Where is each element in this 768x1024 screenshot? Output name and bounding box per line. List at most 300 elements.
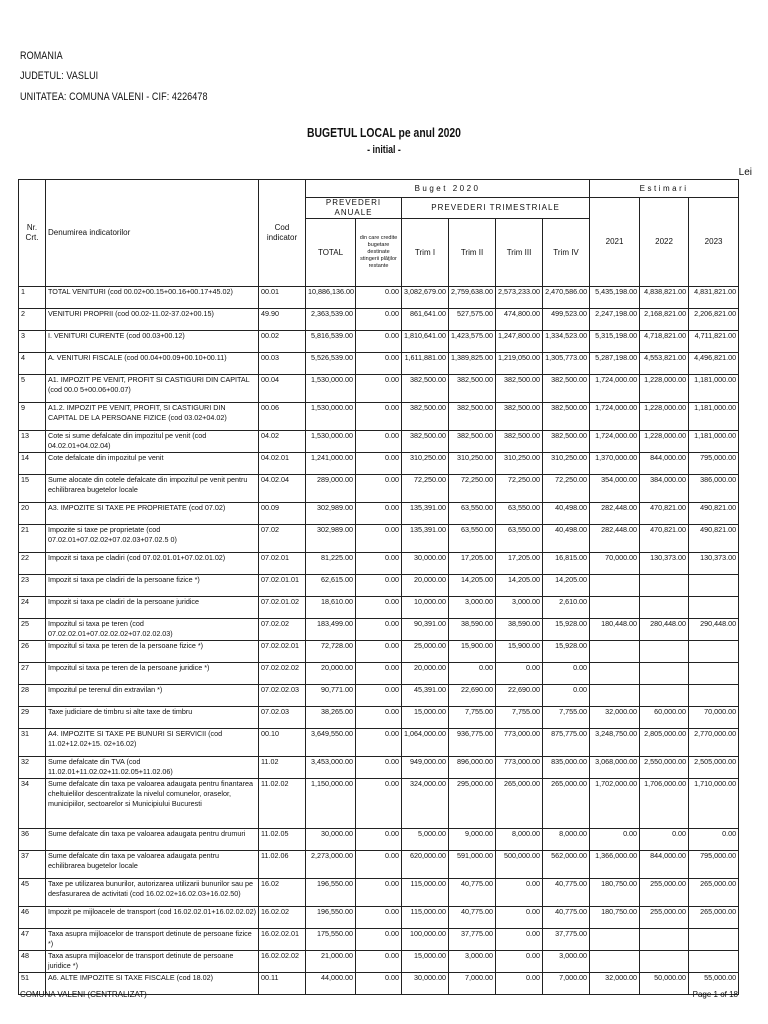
cell-trim2: 40,775.00	[449, 907, 496, 929]
cell-denumire: A1. IMPOZIT PE VENIT, PROFIT SI CASTIGURI DIN CAPITAL (cod 00.0 5+00.06+00.07)	[46, 375, 259, 403]
cell-trim3: 0.00	[496, 929, 543, 951]
cell-credite: 0.00	[356, 879, 402, 907]
header-trim1: Trim I	[402, 219, 449, 287]
cell-nr: 21	[19, 525, 46, 553]
table-row	[19, 475, 739, 503]
cell-est2021: 282,448.00	[590, 503, 640, 525]
cell-est2022: 4,838,821.00	[640, 287, 689, 309]
cell-trim4: 2,610.00	[543, 597, 590, 619]
cell-denumire: Impozitul si taxa pe teren de la persoane juridice *)	[46, 663, 259, 685]
table-row	[19, 597, 739, 619]
cell-trim4: 15,928.00	[543, 619, 590, 641]
cell-total: 30,000.00	[306, 829, 356, 851]
cell-trim3: 500,000.00	[496, 851, 543, 879]
table-row	[19, 553, 739, 575]
cell-total: 38,265.00	[306, 707, 356, 729]
cell-est2023: 1,181,000.00	[689, 375, 739, 403]
table-row	[19, 879, 739, 907]
cell-denumire: TOTAL VENITURI (cod 00.02+00.15+00.16+00.17+45.02)	[46, 287, 259, 309]
header-total: TOTAL	[306, 219, 356, 287]
cell-cod: 00.03	[259, 353, 306, 375]
cell-est2021: 1,724,000.00	[590, 431, 640, 453]
cell-trim1: 15,000.00	[402, 951, 449, 973]
unit-label: UNITATEA: COMUNA VALENI - CIF: 4226478	[20, 91, 208, 103]
cell-est2023: 4,496,821.00	[689, 353, 739, 375]
cell-trim3: 2,573,233.00	[496, 287, 543, 309]
cell-est2021	[590, 597, 640, 619]
cell-trim1: 15,000.00	[402, 707, 449, 729]
cell-trim1: 100,000.00	[402, 929, 449, 951]
cell-cod: 49.90	[259, 309, 306, 331]
cell-cod: 11.02.02	[259, 779, 306, 829]
cell-trim3: 265,000.00	[496, 779, 543, 829]
cell-trim2: 63,550.00	[449, 525, 496, 553]
cell-trim2: 382,500.00	[449, 431, 496, 453]
cell-total: 1,530,000.00	[306, 431, 356, 453]
table-row	[19, 641, 739, 663]
cell-est2022: 844,000.00	[640, 453, 689, 475]
cell-total: 289,000.00	[306, 475, 356, 503]
table-row	[19, 309, 739, 331]
cell-trim3: 0.00	[496, 663, 543, 685]
cell-total: 21,000.00	[306, 951, 356, 973]
cell-trim4: 835,000.00	[543, 757, 590, 779]
table-row	[19, 729, 739, 757]
cell-est2023: 4,831,821.00	[689, 287, 739, 309]
cell-est2022	[640, 663, 689, 685]
cell-trim2: 295,000.00	[449, 779, 496, 829]
cell-nr: 23	[19, 575, 46, 597]
cell-trim3: 17,205.00	[496, 553, 543, 575]
cell-trim4: 1,334,523.00	[543, 331, 590, 353]
cell-est2021: 5,315,198.00	[590, 331, 640, 353]
cell-cod: 16.02	[259, 879, 306, 907]
cell-est2021	[590, 929, 640, 951]
cell-denumire: Taxe pe utilizarea bunurilor, autorizarea utilizarii bunurilor sau pe desfasurarea de activitati (cod 16.02.02+16.02.03+16.02.50)	[46, 879, 259, 907]
cell-credite: 0.00	[356, 553, 402, 575]
cell-nr: 25	[19, 619, 46, 641]
cell-cod: 00.01	[259, 287, 306, 309]
cell-trim2: 63,550.00	[449, 503, 496, 525]
cell-credite: 0.00	[356, 453, 402, 475]
cell-trim2: 37,775.00	[449, 929, 496, 951]
footer-page-number: Page 1 of 18	[692, 990, 738, 999]
cell-est2023: 55,000.00	[689, 973, 739, 995]
header-estimari: Estimari	[590, 180, 739, 198]
cell-trim4: 40,498.00	[543, 503, 590, 525]
cell-total: 1,530,000.00	[306, 403, 356, 431]
cell-credite: 0.00	[356, 929, 402, 951]
cell-est2022: 844,000.00	[640, 851, 689, 879]
cell-credite: 0.00	[356, 403, 402, 431]
cell-nr: 2	[19, 309, 46, 331]
cell-denumire: Impozitul si taxa pe teren (cod 07.02.02.01+07.02.02.02+07.02.02.03)	[46, 619, 259, 641]
cell-trim3: 0.00	[496, 951, 543, 973]
cell-nr: 46	[19, 907, 46, 929]
cell-est2021: 32,000.00	[590, 973, 640, 995]
cell-trim1: 115,000.00	[402, 907, 449, 929]
cell-cod: 07.02.02.02	[259, 663, 306, 685]
cell-trim1: 5,000.00	[402, 829, 449, 851]
cell-trim2: 22,690.00	[449, 685, 496, 707]
header-prevederi-anuale: PREVEDERI ANUALE	[306, 198, 402, 219]
cell-est2022: 470,821.00	[640, 503, 689, 525]
cell-est2023: 386,000.00	[689, 475, 739, 503]
cell-trim1: 382,500.00	[402, 431, 449, 453]
cell-est2021: 180,448.00	[590, 619, 640, 641]
cell-trim2: 17,205.00	[449, 553, 496, 575]
cell-nr: 13	[19, 431, 46, 453]
cell-est2021	[590, 685, 640, 707]
cell-denumire: A4. IMPOZITE SI TAXE PE BUNURI SI SERVICII (cod 11.02+12.02+15. 02+16.02)	[46, 729, 259, 757]
cell-trim4: 875,775.00	[543, 729, 590, 757]
header-cod: Cod indicator	[259, 180, 306, 287]
cell-est2022: 255,000.00	[640, 907, 689, 929]
cell-nr: 51	[19, 973, 46, 995]
header-trim3: Trim III	[496, 219, 543, 287]
cell-est2022: 50,000.00	[640, 973, 689, 995]
cell-est2021: 5,287,198.00	[590, 353, 640, 375]
cell-trim3: 15,900.00	[496, 641, 543, 663]
cell-est2021: 180,750.00	[590, 879, 640, 907]
cell-denumire: Sume defalcate din taxa pe valoarea adaugata pentru finantarea cheltuielilor descentralizate la nivelul comunelor, oraselor, municipiilor, sectoarelor si Municipiului Bucuresti	[46, 779, 259, 829]
table-row	[19, 619, 739, 641]
cell-cod: 07.02.02.03	[259, 685, 306, 707]
table-row	[19, 707, 739, 729]
cell-trim4: 3,000.00	[543, 951, 590, 973]
cell-est2023: 2,206,821.00	[689, 309, 739, 331]
cell-nr: 3	[19, 331, 46, 353]
cell-est2023	[689, 641, 739, 663]
cell-cod: 07.02.03	[259, 707, 306, 729]
table-row	[19, 757, 739, 779]
cell-trim4: 1,305,773.00	[543, 353, 590, 375]
cell-nr: 27	[19, 663, 46, 685]
table-row	[19, 851, 739, 879]
cell-denumire: Cote si sume defalcate din impozitul pe venit (cod 04.02.01+04.02.04)	[46, 431, 259, 453]
cell-est2023	[689, 663, 739, 685]
cell-cod: 04.02.01	[259, 453, 306, 475]
cell-denumire: A3. IMPOZITE SI TAXE PE PROPRIETATE (cod 07.02)	[46, 503, 259, 525]
cell-credite: 0.00	[356, 597, 402, 619]
cell-credite: 0.00	[356, 685, 402, 707]
cell-cod: 04.02	[259, 431, 306, 453]
cell-est2023: 1,181,000.00	[689, 431, 739, 453]
cell-est2022	[640, 685, 689, 707]
cell-trim2: 2,759,638.00	[449, 287, 496, 309]
cell-nr: 4	[19, 353, 46, 375]
cell-est2022: 4,553,821.00	[640, 353, 689, 375]
table-row	[19, 375, 739, 403]
cell-total: 183,499.00	[306, 619, 356, 641]
cell-trim4: 40,775.00	[543, 879, 590, 907]
cell-trim2: 1,423,575.00	[449, 331, 496, 353]
cell-est2021	[590, 663, 640, 685]
cell-trim2: 896,000.00	[449, 757, 496, 779]
cell-trim3: 382,500.00	[496, 403, 543, 431]
cell-cod: 07.02.01.01	[259, 575, 306, 597]
document-subtitle: - initial -	[367, 144, 401, 156]
budget-table	[18, 179, 739, 995]
cell-est2023: 70,000.00	[689, 707, 739, 729]
cell-denumire: Taxa asupra mijloacelor de transport detinute de persoane juridice *)	[46, 951, 259, 973]
cell-est2022: 0.00	[640, 829, 689, 851]
cell-est2023: 795,000.00	[689, 453, 739, 475]
cell-trim3: 773,000.00	[496, 757, 543, 779]
cell-trim4: 0.00	[543, 663, 590, 685]
header-credite-restante: din care credite bugetare destinate stingerii plăţilor restante	[356, 219, 402, 287]
cell-total: 20,000.00	[306, 663, 356, 685]
cell-trim1: 90,391.00	[402, 619, 449, 641]
cell-trim2: 382,500.00	[449, 375, 496, 403]
header-2022: 2022	[640, 198, 689, 287]
cell-nr: 26	[19, 641, 46, 663]
cell-est2023: 490,821.00	[689, 503, 739, 525]
cell-est2023: 1,710,000.00	[689, 779, 739, 829]
cell-est2022: 280,448.00	[640, 619, 689, 641]
cell-trim3: 0.00	[496, 879, 543, 907]
cell-trim1: 382,500.00	[402, 403, 449, 431]
cell-est2022	[640, 575, 689, 597]
cell-denumire: Taxe judiciare de timbru si alte taxe de timbru	[46, 707, 259, 729]
cell-est2022	[640, 929, 689, 951]
footer-entity: COMUNA VALENI (CENTRALIZAT)	[20, 990, 147, 999]
cell-trim2: 3,000.00	[449, 951, 496, 973]
cell-credite: 0.00	[356, 851, 402, 879]
table-row	[19, 929, 739, 951]
cell-trim3: 7,755.00	[496, 707, 543, 729]
cell-trim3: 1,219,050.00	[496, 353, 543, 375]
cell-trim4: 499,523.00	[543, 309, 590, 331]
cell-credite: 0.00	[356, 757, 402, 779]
cell-credite: 0.00	[356, 331, 402, 353]
cell-est2022	[640, 641, 689, 663]
cell-est2022	[640, 597, 689, 619]
cell-cod: 07.02.02.01	[259, 641, 306, 663]
cell-nr: 28	[19, 685, 46, 707]
header-denumire: Denumirea indicatorilor	[46, 180, 259, 287]
cell-trim4: 382,500.00	[543, 431, 590, 453]
cell-total: 196,550.00	[306, 907, 356, 929]
cell-cod: 00.10	[259, 729, 306, 757]
cell-trim2: 1,389,825.00	[449, 353, 496, 375]
cell-total: 175,550.00	[306, 929, 356, 951]
cell-trim1: 1,810,641.00	[402, 331, 449, 353]
cell-est2021: 180,750.00	[590, 907, 640, 929]
cell-nr: 15	[19, 475, 46, 503]
cell-total: 1,530,000.00	[306, 375, 356, 403]
cell-trim4: 310,250.00	[543, 453, 590, 475]
cell-trim1: 115,000.00	[402, 879, 449, 907]
cell-est2022: 4,718,821.00	[640, 331, 689, 353]
cell-total: 10,886,136.00	[306, 287, 356, 309]
cell-trim1: 135,391.00	[402, 503, 449, 525]
cell-denumire: Sume defalcate din taxa pe valoarea adaugata pentru drumuri	[46, 829, 259, 851]
cell-est2021: 2,247,198.00	[590, 309, 640, 331]
cell-trim4: 265,000.00	[543, 779, 590, 829]
cell-credite: 0.00	[356, 973, 402, 995]
cell-est2022: 2,168,821.00	[640, 309, 689, 331]
cell-trim3: 72,250.00	[496, 475, 543, 503]
cell-nr: 45	[19, 879, 46, 907]
table-row	[19, 525, 739, 553]
cell-est2021: 3,068,000.00	[590, 757, 640, 779]
cell-trim3: 0.00	[496, 973, 543, 995]
cell-credite: 0.00	[356, 729, 402, 757]
table-row	[19, 503, 739, 525]
cell-trim2: 14,205.00	[449, 575, 496, 597]
cell-est2023: 0.00	[689, 829, 739, 851]
cell-cod: 11.02.05	[259, 829, 306, 851]
cell-trim1: 20,000.00	[402, 575, 449, 597]
cell-cod: 00.09	[259, 503, 306, 525]
cell-cod: 07.02	[259, 525, 306, 553]
cell-trim3: 14,205.00	[496, 575, 543, 597]
cell-est2021: 3,248,750.00	[590, 729, 640, 757]
cell-credite: 0.00	[356, 707, 402, 729]
table-row	[19, 331, 739, 353]
cell-est2023	[689, 685, 739, 707]
cell-cod: 11.02	[259, 757, 306, 779]
cell-denumire: Taxa asupra mijloacelor de transport detinute de persoane fizice *)	[46, 929, 259, 951]
cell-est2022: 60,000.00	[640, 707, 689, 729]
cell-credite: 0.00	[356, 575, 402, 597]
cell-cod: 16.02.02.01	[259, 929, 306, 951]
cell-trim2: 72,250.00	[449, 475, 496, 503]
cell-trim1: 324,000.00	[402, 779, 449, 829]
cell-trim4: 7,755.00	[543, 707, 590, 729]
cell-cod: 00.06	[259, 403, 306, 431]
cell-trim3: 3,000.00	[496, 597, 543, 619]
cell-denumire: Sume alocate din cotele defalcate din impozitul pe venit pentru echilibrarea bugetelor locale	[46, 475, 259, 503]
cell-denumire: Impozit si taxa pe cladiri (cod 07.02.01.01+07.02.01.02)	[46, 553, 259, 575]
cell-est2021	[590, 575, 640, 597]
cell-credite: 0.00	[356, 475, 402, 503]
cell-total: 2,273,000.00	[306, 851, 356, 879]
cell-est2021: 1,366,000.00	[590, 851, 640, 879]
cell-cod: 07.02.02	[259, 619, 306, 641]
cell-credite: 0.00	[356, 619, 402, 641]
cell-credite: 0.00	[356, 663, 402, 685]
cell-est2021: 5,435,198.00	[590, 287, 640, 309]
cell-total: 72,728.00	[306, 641, 356, 663]
cell-trim4: 37,775.00	[543, 929, 590, 951]
cell-total: 62,615.00	[306, 575, 356, 597]
cell-denumire: Impozitul si taxa pe teren de la persoane fizice *)	[46, 641, 259, 663]
header-buget: Buget 2020	[306, 180, 590, 198]
cell-total: 5,816,539.00	[306, 331, 356, 353]
cell-trim4: 40,775.00	[543, 907, 590, 929]
cell-credite: 0.00	[356, 431, 402, 453]
cell-trim3: 382,500.00	[496, 431, 543, 453]
cell-cod: 11.02.06	[259, 851, 306, 879]
cell-cod: 00.04	[259, 375, 306, 403]
cell-trim2: 7,000.00	[449, 973, 496, 995]
cell-est2021: 1,724,000.00	[590, 375, 640, 403]
cell-trim1: 72,250.00	[402, 475, 449, 503]
cell-nr: 9	[19, 403, 46, 431]
cell-trim2: 382,500.00	[449, 403, 496, 431]
cell-credite: 0.00	[356, 829, 402, 851]
cell-total: 44,000.00	[306, 973, 356, 995]
cell-trim3: 63,550.00	[496, 525, 543, 553]
county-label: JUDETUL: VASLUI	[20, 70, 99, 82]
table-row	[19, 403, 739, 431]
cell-credite: 0.00	[356, 309, 402, 331]
cell-total: 1,241,000.00	[306, 453, 356, 475]
cell-nr: 34	[19, 779, 46, 829]
cell-nr: 29	[19, 707, 46, 729]
cell-total: 2,363,539.00	[306, 309, 356, 331]
cell-est2022: 470,821.00	[640, 525, 689, 553]
cell-trim3: 63,550.00	[496, 503, 543, 525]
cell-total: 196,550.00	[306, 879, 356, 907]
cell-trim1: 620,000.00	[402, 851, 449, 879]
cell-trim1: 1,611,881.00	[402, 353, 449, 375]
cell-trim4: 7,000.00	[543, 973, 590, 995]
cell-est2023	[689, 597, 739, 619]
table-row	[19, 353, 739, 375]
cell-est2023: 2,505,000.00	[689, 757, 739, 779]
cell-est2021: 1,370,000.00	[590, 453, 640, 475]
cell-est2023: 265,000.00	[689, 907, 739, 929]
table-row	[19, 685, 739, 707]
cell-est2022: 130,373.00	[640, 553, 689, 575]
cell-est2023: 1,181,000.00	[689, 403, 739, 431]
cell-nr: 32	[19, 757, 46, 779]
cell-trim2: 936,775.00	[449, 729, 496, 757]
header-2023: 2023	[689, 198, 739, 287]
cell-denumire: I. VENITURI CURENTE (cod 00.03+00.12)	[46, 331, 259, 353]
cell-est2023: 2,770,000.00	[689, 729, 739, 757]
cell-credite: 0.00	[356, 353, 402, 375]
cell-nr: 37	[19, 851, 46, 879]
header-trim4: Trim IV	[543, 219, 590, 287]
cell-trim1: 1,064,000.00	[402, 729, 449, 757]
table-row	[19, 453, 739, 475]
cell-est2021	[590, 951, 640, 973]
cell-trim2: 0.00	[449, 663, 496, 685]
cell-denumire: A. VENITURI FISCALE (cod 00.04+00.09+00.10+00.11)	[46, 353, 259, 375]
cell-trim1: 135,391.00	[402, 525, 449, 553]
cell-trim4: 14,205.00	[543, 575, 590, 597]
table-row	[19, 951, 739, 973]
cell-trim4: 382,500.00	[543, 403, 590, 431]
cell-cod: 04.02.04	[259, 475, 306, 503]
cell-est2023: 490,821.00	[689, 525, 739, 553]
cell-total: 3,453,000.00	[306, 757, 356, 779]
cell-trim3: 22,690.00	[496, 685, 543, 707]
cell-cod: 16.02.02.02	[259, 951, 306, 973]
cell-nr: 5	[19, 375, 46, 403]
cell-trim3: 0.00	[496, 907, 543, 929]
cell-est2022: 255,000.00	[640, 879, 689, 907]
cell-nr: 31	[19, 729, 46, 757]
cell-est2023: 4,711,821.00	[689, 331, 739, 353]
cell-trim1: 10,000.00	[402, 597, 449, 619]
cell-est2021	[590, 641, 640, 663]
cell-trim1: 949,000.00	[402, 757, 449, 779]
cell-nr: 22	[19, 553, 46, 575]
cell-cod: 16.02.02	[259, 907, 306, 929]
header-trim2: Trim II	[449, 219, 496, 287]
cell-total: 90,771.00	[306, 685, 356, 707]
cell-cod: 07.02.01.02	[259, 597, 306, 619]
cell-est2023	[689, 929, 739, 951]
cell-nr: 36	[19, 829, 46, 851]
cell-denumire: Impozit si taxa pe cladiri de la persoane juridice	[46, 597, 259, 619]
cell-est2023: 795,000.00	[689, 851, 739, 879]
